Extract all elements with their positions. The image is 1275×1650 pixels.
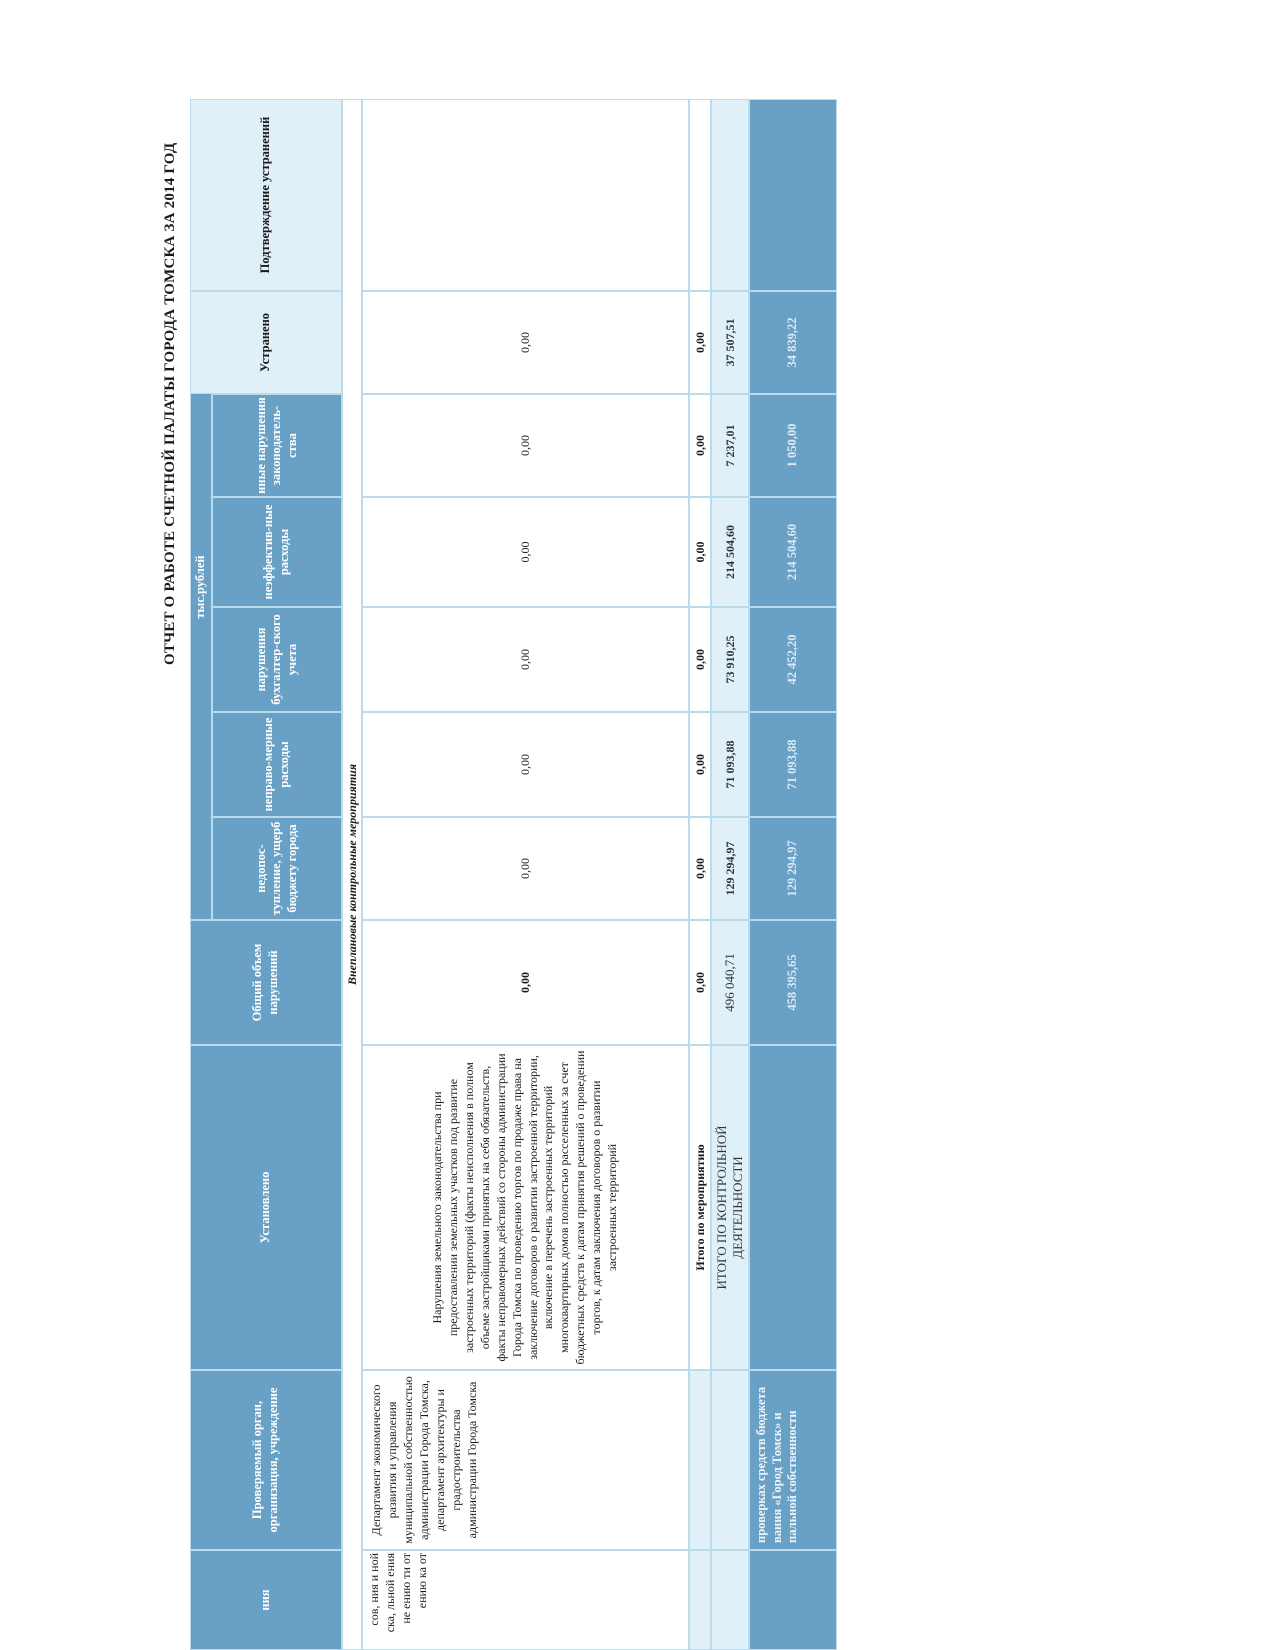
itogo-kd-spacer2 xyxy=(711,1370,749,1550)
row-total: 0,00 xyxy=(362,920,689,1045)
row-neeff: 0,00 xyxy=(362,497,689,607)
itogo-kd-nedopost: 129 294,97 xyxy=(711,817,749,920)
itogo-kd-nepravo: 71 093,88 xyxy=(711,712,749,817)
itogo-mer-buh: 0,00 xyxy=(689,607,711,712)
itogo-mer-spacer xyxy=(689,1550,711,1650)
row-partial-text: сов, ния и ной ска, льной ения не ению ти от ению ка от xyxy=(362,1550,689,1650)
itogo-kd-neeff: 214 504,60 xyxy=(711,497,749,607)
itogo-mer-confirm xyxy=(689,99,711,291)
report-title: ОТЧЕТ О РАБОТЕ СЧЕТНОЙ ПАЛАТЫ ГОРОДА ТОМСКА ЗА 2014 ГОД xyxy=(162,142,178,665)
row-org: Департамент экономического развития и управления муниципальной собственностью администрации Города Томска, департамент архитектуры и градостроительства администрации Города Томска xyxy=(362,1370,689,1550)
itogo-mer-nedopost: 0,00 xyxy=(689,817,711,920)
header-inye: иные нарушения законодатель-ства xyxy=(212,394,342,497)
footer-nedopost: 129 294,97 xyxy=(749,817,837,920)
itogo-mer-nepravo: 0,00 xyxy=(689,712,711,817)
row-ustraneno: 0,00 xyxy=(362,291,689,394)
header-found-column: Установлено xyxy=(190,1045,342,1370)
header-total-column: Общий объем нарушений xyxy=(190,920,342,1045)
header-buh: нарушения бухгалтер-ского учета xyxy=(212,607,342,712)
header-ustraneno: Устранено xyxy=(190,291,342,394)
itogo-kd-total: 496 040,71 xyxy=(711,920,749,1045)
header-org-column: Проверяемый орган, организация, учреждение xyxy=(190,1370,342,1550)
itogo-kd-buh: 73 910,25 xyxy=(711,607,749,712)
row-nedopost: 0,00 xyxy=(362,817,689,920)
footer-empty xyxy=(749,1045,837,1370)
row-found: Нарушения земельного законодательства при предоставлении земельных участков под развитие застроенных территорий (факты неисполнения в полном объеме застройщиками принятых на себя обязательств, факты неправомерных действий со стороны администрации Города Томска по проведению торгов по продаже права на заключение договоров о развитии застроенной территории, включение в перечень застроенных территорий многоквартирных домов полностью расселенных за счет бюджетных средств к датам принятия решений о проведении торгов, к датам заключения договоров о развитии застроенных территорий xyxy=(362,1045,689,1370)
row-buh: 0,00 xyxy=(362,607,689,712)
row-nepravo: 0,00 xyxy=(362,712,689,817)
itogo-mer-total: 0,00 xyxy=(689,920,711,1045)
footer-total: 458 395,65 xyxy=(749,920,837,1045)
row-inye: 0,00 xyxy=(362,394,689,497)
itogo-mer-neeff: 0,00 xyxy=(689,497,711,607)
itogo-kd-confirm xyxy=(711,99,749,291)
footer-inye: 1 050,00 xyxy=(749,394,837,497)
footer-nepravo: 71 093,88 xyxy=(749,712,837,817)
header-partial-column: ния xyxy=(190,1550,342,1650)
footer-neeff: 214 504,60 xyxy=(749,497,837,607)
itogo-kd-ustraneno: 37 507,51 xyxy=(711,291,749,394)
header-nepravo: неправо-мерные расходы xyxy=(212,712,342,817)
footer-confirm xyxy=(749,99,837,291)
header-neeff: неэффектив-ные расходы xyxy=(212,497,342,607)
itogo-mer-inye: 0,00 xyxy=(689,394,711,497)
itogo-mer-ustraneno: 0,00 xyxy=(689,291,711,394)
header-nedopost: недопос-тупление, ущерб бюджету города xyxy=(212,817,342,920)
itogo-kd-inye: 7 237,01 xyxy=(711,394,749,497)
itogo-mer-spacer2 xyxy=(689,1370,711,1550)
itogo-kd-spacer xyxy=(711,1550,749,1650)
section-title: Внеплановые контрольные мероприятия xyxy=(342,99,362,1650)
footer-label: проверках средств бюджета вания «Город Томск» и пальной собственности xyxy=(749,1370,837,1550)
itogo-mer-label: Итого по мероприятию xyxy=(689,1045,711,1370)
header-confirm: Подтверждение устранений xyxy=(190,99,342,291)
footer-buh: 42 452,20 xyxy=(749,607,837,712)
footer-ustraneno: 34 839,22 xyxy=(749,291,837,394)
itogo-kd-label: ИТОГО ПО КОНТРОЛЬНОЙ ДЕЯТЕЛЬНОСТИ xyxy=(711,1045,749,1370)
header-units: тыс.рублей xyxy=(190,254,212,920)
row-confirm xyxy=(362,99,689,291)
footer-spacer xyxy=(749,1550,837,1650)
